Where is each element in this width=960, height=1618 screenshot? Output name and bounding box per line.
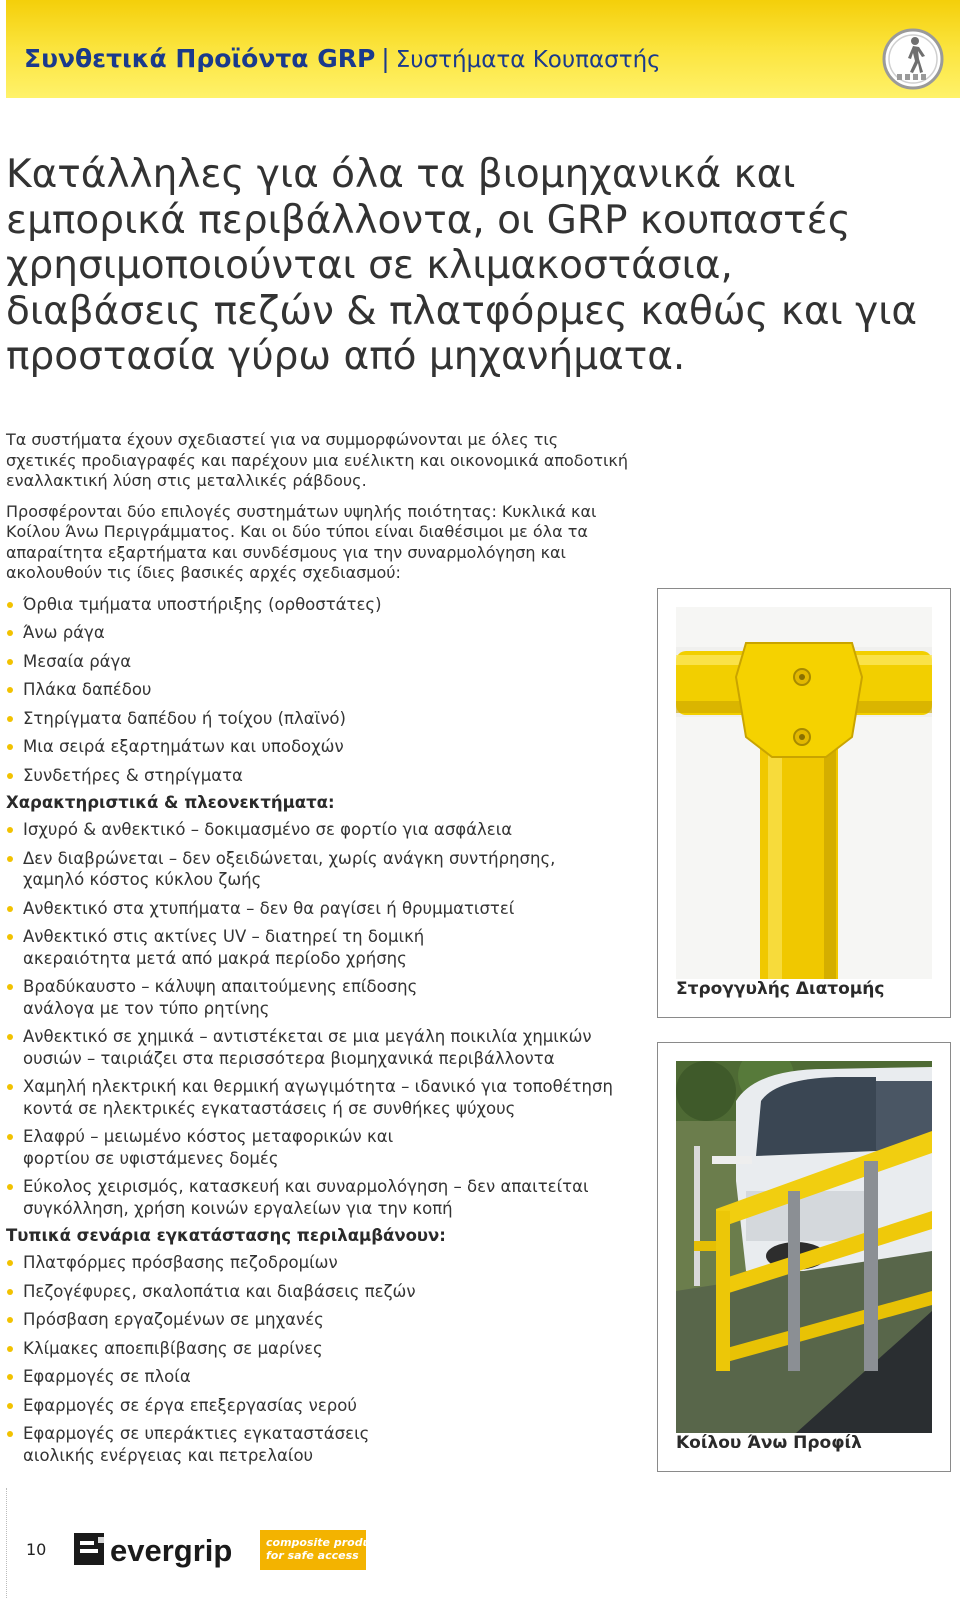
- footer-divider: [6, 1488, 8, 1598]
- intro-paragraph: Προσφέρονται δύο επιλογές συστημάτων υψηλής ποιότητας: Κυκλικά και Κοίλου Άνω Περιγράμματος. Και οι δύο τύποι είναι διαθέσιμοι με όλα τα απαραίτητα εξαρτήματα και συνδέσμους για την συναρμολόγηση και ακολουθούν τις ίδιες βασικές αρχές σχεδιασμού:: [6, 501, 597, 582]
- header-separator: |: [381, 44, 390, 73]
- tagline-line: composite products: [266, 1536, 389, 1549]
- list-item: Κλίμακες αποεπιβίβασης σε μαρίνες: [6, 1338, 631, 1360]
- list-item: Ισχυρό & ανθεκτικό – δοκιμασμένο σε φορτίο για ασφάλεια: [6, 819, 631, 841]
- body-text-column: [6, 430, 631, 1473]
- logo-wordmark: evergrip: [110, 1533, 233, 1568]
- intro-paragraph: Τα συστήματα έχουν σχεδιαστεί για να συμμορφώνονται με όλες τις σχετικές προδιαγραφές και παρέχουν μια ευέλικτη και οικονομικά αποδοτική εναλλακτική λύση στις μεταλλικές ράβδους.: [6, 430, 628, 490]
- photo-caption: Κοίλου Άνω Προφίλ: [676, 1433, 862, 1453]
- list-item: Εφαρμογές σε πλοία: [6, 1366, 631, 1388]
- header-title-main: Συνθετικά Προϊόντα GRP: [24, 44, 376, 73]
- page-headline: Κατάλληλες για όλα τα βιομηχανικά και εμπορικά περιβάλλοντα, οι GRP κουπαστές χρησιμοποιούνται σε κλιμακοστάσια, διαβάσεις πεζών & πλατφόρμες καθώς και για προστασία γύρω από μηχανήματα.: [6, 152, 918, 379]
- yellow-round-handrail-fitting-photo: [676, 607, 932, 979]
- list-item: Ανθεκτικό σε χημικά – αντιστέκεται σε μια μεγάλη ποικιλία χημικών ουσιών – ταιριάζει στα περισσότερα βιομηχανικά περιβάλλοντα: [6, 1026, 623, 1069]
- evergrip-logo: [74, 1527, 254, 1571]
- header-title: [24, 44, 661, 73]
- list-item: Ανθεκτικό στα χτυπήματα – δεν θα ραγίσει ή θρυμματιστεί: [6, 898, 631, 920]
- list-item: Εύκολος χειρισμός, κατασκευή και συναρμολόγηση – δεν απαιτείται συγκόλληση, χρήση κοινών εργαλείων για την κοπή: [6, 1176, 623, 1219]
- list-item: Άνω ράγα: [6, 622, 631, 644]
- list-item: Μια σειρά εξαρτημάτων και υποδοχών: [6, 736, 631, 758]
- components-list: [6, 594, 631, 787]
- list-item: Δεν διαβρώνεται – δεν οξειδώνεται, χωρίς ανάγκη συντήρησης, χαμηλό κόστος κύκλου ζωής: [6, 848, 583, 891]
- list-item: Στηρίγματα δαπέδου ή τοίχου (πλαϊνό): [6, 708, 631, 730]
- tagline-line: for safe access: [266, 1549, 359, 1562]
- applications-list: [6, 1252, 631, 1466]
- list-item: Πεζογέφυρες, σκαλοπάτια και διαβάσεις πεζών: [6, 1281, 631, 1303]
- applications-heading: Τυπικά σενάρια εγκατάστασης περιλαμβάνουν:: [6, 1226, 446, 1245]
- list-item: Εφαρμογές σε υπεράκτιες εγκαταστάσεις αιολικής ενέργειας και πετρελαίου: [6, 1423, 403, 1466]
- features-heading: Χαρακτηριστικά & πλεονεκτήματα:: [6, 793, 335, 812]
- list-item: Μεσαία ράγα: [6, 651, 631, 673]
- list-item: Πρόσβαση εργαζομένων σε μηχανές: [6, 1309, 631, 1331]
- yellow-handrail-installation-photo: [676, 1061, 932, 1433]
- list-item: Πλατφόρμες πρόσβασης πεζοδρομίων: [6, 1252, 631, 1274]
- photo-card-hollow-profile: [657, 1042, 951, 1472]
- pedestrian-crossing-icon: [882, 28, 944, 90]
- list-item: Πλάκα δαπέδου: [6, 679, 631, 701]
- page-number: 10: [26, 1540, 47, 1559]
- list-item: Όρθια τμήματα υποστήριξης (ορθοστάτες): [6, 594, 631, 616]
- features-list: [6, 819, 631, 1219]
- list-item: Χαμηλή ηλεκτρική και θερμική αγωγιμότητα – ιδανικό για τοποθέτηση κοντά σε ηλεκτρικές εγκαταστάσεις ή σε συνθήκες ψύχους: [6, 1076, 623, 1119]
- list-item: Ανθεκτικό στις ακτίνες UV – διατηρεί τη δομική ακεραιότητα μετά από μακρά περίοδο χρήσης: [6, 926, 433, 969]
- list-item: Εφαρμογές σε έργα επεξεργασίας νερού: [6, 1395, 631, 1417]
- header-banner: [6, 0, 960, 98]
- list-item: Ελαφρύ – μειωμένο κόστος μεταφορικών και φορτίου σε υφιστάμενες δομές: [6, 1126, 403, 1169]
- header-title-sub: Συστήματα Κουπαστής: [395, 47, 661, 73]
- list-item: Συνδετήρες & στηρίγματα: [6, 765, 631, 787]
- photo-card-round-profile: [657, 588, 951, 1018]
- list-item: Βραδύκαυστο – κάλυψη απαιτούμενης επίδοσης ανάλογα με τον τύπο ρητίνης: [6, 976, 453, 1019]
- photo-caption: Στρογγυλής Διατομής: [676, 979, 885, 999]
- tagline-box: [260, 1530, 389, 1570]
